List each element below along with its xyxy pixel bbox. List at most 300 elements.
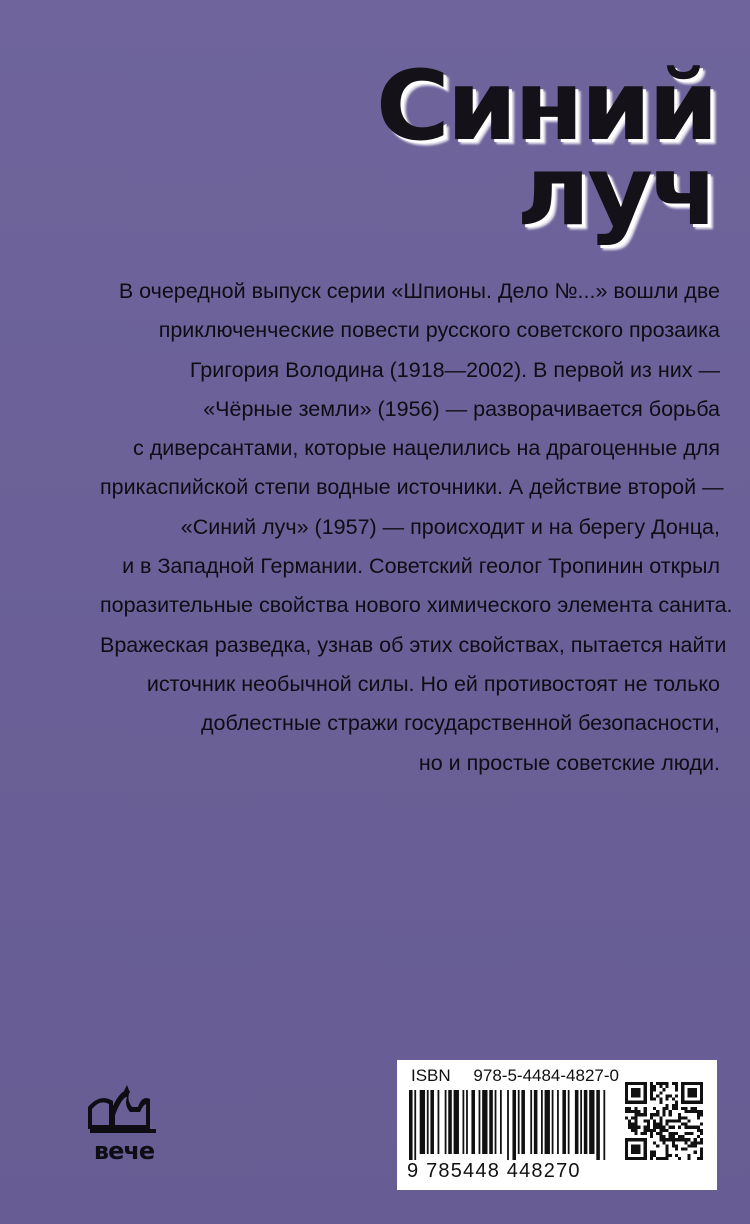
qr-module xyxy=(631,1123,634,1126)
qr-module xyxy=(675,1138,678,1141)
barcode-bar xyxy=(541,1090,543,1154)
qr-module xyxy=(637,1082,640,1085)
barcode-bar xyxy=(427,1090,429,1154)
barcode-bar xyxy=(530,1090,532,1154)
qr-module xyxy=(700,1094,703,1097)
barcode-bar xyxy=(534,1090,538,1154)
qr-module xyxy=(681,1148,684,1151)
publisher-logo xyxy=(80,1085,170,1165)
qr-module xyxy=(628,1107,631,1110)
qr-module xyxy=(653,1098,656,1101)
barcode-bar xyxy=(507,1090,509,1160)
barcode-bar xyxy=(414,1090,416,1160)
qr-module xyxy=(656,1144,659,1147)
qr-module xyxy=(644,1082,647,1085)
qr-module xyxy=(659,1132,662,1135)
qr-module xyxy=(644,1091,647,1094)
qr-module xyxy=(691,1088,694,1091)
annotation-line: В очередной выпуск серии «Шпионы. Дело №...» вошли две xyxy=(118,279,720,303)
qr-module xyxy=(650,1098,653,1101)
qr-module xyxy=(659,1082,662,1085)
qr-module xyxy=(659,1101,662,1104)
qr-module xyxy=(691,1082,694,1085)
qr-module xyxy=(644,1088,647,1091)
qr-module xyxy=(697,1157,700,1160)
barcode-bar xyxy=(512,1090,516,1160)
qr-module xyxy=(653,1119,656,1122)
qr-module xyxy=(637,1088,640,1091)
qr-module xyxy=(700,1085,703,1088)
qr-module xyxy=(666,1154,669,1157)
annotation-line: с диверсантами, которые нацелились на драгоценные для xyxy=(133,436,720,461)
qr-module xyxy=(644,1154,647,1157)
qr-module xyxy=(625,1094,628,1097)
qr-module xyxy=(628,1101,631,1104)
qr-module xyxy=(691,1126,694,1129)
barcode-bar xyxy=(603,1090,605,1160)
qr-module xyxy=(672,1082,675,1085)
qr-module xyxy=(684,1082,687,1085)
qr-module xyxy=(678,1135,681,1138)
qr-module xyxy=(634,1126,637,1129)
qr-module xyxy=(653,1123,656,1126)
qr-module xyxy=(653,1126,656,1129)
barcode-bar xyxy=(466,1090,468,1154)
qr-module xyxy=(666,1144,669,1147)
qr-module xyxy=(659,1098,662,1101)
qr-module xyxy=(656,1132,659,1135)
qr-module xyxy=(700,1132,703,1135)
qr-code-icon xyxy=(625,1082,703,1160)
qr-module xyxy=(637,1148,640,1151)
qr-module xyxy=(644,1144,647,1147)
qr-module xyxy=(628,1126,631,1129)
annotation-line: «Синий луч» (1957) — происходит и на берегу Донца, xyxy=(180,514,720,539)
annotation-line: Григория Володина (1918—2002). В первой из них — xyxy=(189,357,720,382)
qr-module xyxy=(694,1101,697,1104)
barcode-bar xyxy=(430,1090,434,1154)
qr-module xyxy=(672,1144,675,1147)
qr-module xyxy=(634,1151,637,1154)
barcode-bar xyxy=(518,1090,520,1154)
barcode-bar xyxy=(580,1090,582,1154)
qr-module xyxy=(675,1082,678,1085)
qr-module xyxy=(700,1113,703,1116)
qr-module xyxy=(687,1094,690,1097)
qr-module xyxy=(644,1119,647,1122)
qr-module xyxy=(675,1101,678,1104)
barcode-bar xyxy=(562,1090,566,1154)
qr-module xyxy=(631,1088,634,1091)
qr-module xyxy=(650,1157,653,1160)
qr-module xyxy=(687,1132,690,1135)
qr-module xyxy=(675,1107,678,1110)
qr-module xyxy=(634,1107,637,1110)
qr-module xyxy=(634,1132,637,1135)
qr-module xyxy=(662,1157,665,1160)
qr-module xyxy=(631,1110,634,1113)
qr-module xyxy=(631,1101,634,1104)
isbn-prefix: ISBN xyxy=(411,1066,451,1085)
qr-module xyxy=(681,1094,684,1097)
qr-module xyxy=(662,1126,665,1129)
barcode-bar xyxy=(521,1090,525,1154)
qr-module xyxy=(653,1113,656,1116)
barcode-bar xyxy=(445,1090,447,1154)
qr-module xyxy=(678,1119,681,1122)
qr-module xyxy=(694,1088,697,1091)
qr-module xyxy=(634,1138,637,1141)
cover-title-line-1: Синий xyxy=(376,50,716,162)
qr-module xyxy=(634,1119,637,1122)
qr-module xyxy=(697,1126,700,1129)
qr-module xyxy=(631,1151,634,1154)
qr-module xyxy=(650,1088,653,1091)
qr-module xyxy=(700,1123,703,1126)
qr-module xyxy=(644,1157,647,1160)
qr-module xyxy=(697,1116,700,1119)
qr-module xyxy=(637,1144,640,1147)
qr-module xyxy=(637,1157,640,1160)
qr-module xyxy=(656,1126,659,1129)
qr-module xyxy=(650,1132,653,1135)
qr-module xyxy=(662,1129,665,1132)
qr-module xyxy=(684,1141,687,1144)
qr-module xyxy=(647,1123,650,1126)
qr-module xyxy=(675,1154,678,1157)
qr-module xyxy=(634,1082,637,1085)
barcode-bar xyxy=(589,1090,594,1154)
qr-module xyxy=(634,1144,637,1147)
qr-module xyxy=(700,1157,703,1160)
qr-module xyxy=(694,1094,697,1097)
qr-module xyxy=(669,1138,672,1141)
qr-module xyxy=(672,1098,675,1101)
qr-module xyxy=(625,1154,628,1157)
qr-module xyxy=(650,1129,653,1132)
qr-module xyxy=(656,1094,659,1097)
annotation-line: приключенческие повести русского советского прозаика xyxy=(158,318,720,343)
qr-module xyxy=(625,1138,628,1141)
qr-module xyxy=(625,1148,628,1151)
qr-module xyxy=(644,1126,647,1129)
qr-module xyxy=(666,1107,669,1110)
qr-module xyxy=(678,1157,681,1160)
qr-module xyxy=(687,1091,690,1094)
qr-module xyxy=(650,1082,653,1085)
qr-module xyxy=(687,1126,690,1129)
barcode-bar xyxy=(500,1090,502,1154)
qr-module xyxy=(628,1082,631,1085)
qr-module xyxy=(691,1132,694,1135)
qr-module xyxy=(684,1110,687,1113)
qr-module xyxy=(700,1088,703,1091)
qr-module xyxy=(672,1138,675,1141)
qr-module xyxy=(659,1123,662,1126)
qr-module xyxy=(625,1157,628,1160)
qr-module xyxy=(653,1129,656,1132)
qr-module xyxy=(675,1132,678,1135)
qr-module xyxy=(666,1119,669,1122)
qr-module xyxy=(684,1101,687,1104)
barcode-bar xyxy=(409,1090,413,1160)
qr-module xyxy=(637,1151,640,1154)
qr-module xyxy=(675,1119,678,1122)
barcode-bar xyxy=(420,1090,425,1154)
book-annotation xyxy=(100,272,733,783)
qr-module xyxy=(634,1110,637,1113)
isbn-number: 978-5-4484-4827-0 xyxy=(473,1066,619,1085)
qr-module xyxy=(672,1119,675,1122)
qr-module xyxy=(631,1144,634,1147)
qr-module xyxy=(691,1110,694,1113)
qr-module xyxy=(662,1135,665,1138)
qr-module xyxy=(644,1094,647,1097)
barcode-bar xyxy=(454,1090,459,1154)
qr-module xyxy=(672,1107,675,1110)
qr-module xyxy=(669,1119,672,1122)
qr-module xyxy=(684,1126,687,1129)
barcode-bar xyxy=(438,1090,440,1154)
qr-module xyxy=(672,1104,675,1107)
qr-module xyxy=(625,1082,628,1085)
qr-module xyxy=(666,1151,669,1154)
cover-title-line-2: луч xyxy=(516,135,716,247)
qr-module xyxy=(644,1132,647,1135)
qr-module xyxy=(634,1101,637,1104)
barcode-bar xyxy=(568,1090,570,1154)
qr-module xyxy=(672,1135,675,1138)
qr-module xyxy=(669,1154,672,1157)
qr-module xyxy=(625,1141,628,1144)
qr-module xyxy=(659,1129,662,1132)
qr-module xyxy=(678,1126,681,1129)
qr-module xyxy=(666,1094,669,1097)
qr-module xyxy=(644,1129,647,1132)
qr-module xyxy=(697,1141,700,1144)
annotation-line: «Чёрные земли» (1956) — разворачивается борьба xyxy=(203,396,720,421)
qr-module xyxy=(694,1141,697,1144)
qr-module xyxy=(681,1088,684,1091)
qr-module xyxy=(634,1129,637,1132)
qr-module xyxy=(625,1151,628,1154)
qr-module xyxy=(659,1157,662,1160)
qr-module xyxy=(644,1151,647,1154)
barcode-bar xyxy=(596,1090,600,1160)
qr-module xyxy=(628,1119,631,1122)
qr-module xyxy=(700,1141,703,1144)
qr-module xyxy=(634,1113,637,1116)
qr-module xyxy=(656,1123,659,1126)
qr-module xyxy=(644,1113,647,1116)
qr-module xyxy=(656,1157,659,1160)
qr-module xyxy=(681,1085,684,1088)
annotation-line: доблестные стражи государственной безопасности, xyxy=(201,711,720,736)
qr-module xyxy=(637,1091,640,1094)
qr-module xyxy=(694,1138,697,1141)
qr-module xyxy=(700,1110,703,1113)
qr-module xyxy=(628,1138,631,1141)
qr-module xyxy=(666,1157,669,1160)
barcode-bar xyxy=(575,1090,579,1154)
qr-module xyxy=(681,1098,684,1101)
qr-module xyxy=(697,1135,700,1138)
qr-module xyxy=(659,1126,662,1129)
qr-module xyxy=(647,1129,650,1132)
qr-module xyxy=(662,1138,665,1141)
qr-module xyxy=(641,1138,644,1141)
barcode-bar xyxy=(584,1090,588,1154)
qr-module xyxy=(650,1113,653,1116)
qr-module xyxy=(691,1091,694,1094)
qr-module xyxy=(650,1135,653,1138)
annotation-line: но и простые советские люди. xyxy=(418,750,720,775)
barcode-digits: 9 785448 448270 xyxy=(407,1160,581,1182)
qr-module xyxy=(662,1107,665,1110)
qr-module xyxy=(659,1138,662,1141)
qr-module xyxy=(700,1148,703,1151)
qr-module xyxy=(675,1144,678,1147)
qr-module xyxy=(631,1094,634,1097)
qr-module xyxy=(644,1138,647,1141)
qr-module xyxy=(631,1082,634,1085)
qr-module xyxy=(656,1113,659,1116)
qr-module xyxy=(700,1129,703,1132)
kremlin-tower-icon xyxy=(88,1085,156,1133)
qr-module xyxy=(641,1101,644,1104)
qr-module xyxy=(641,1157,644,1160)
qr-module xyxy=(637,1110,640,1113)
qr-module xyxy=(650,1151,653,1154)
qr-module xyxy=(659,1116,662,1119)
qr-module xyxy=(650,1154,653,1157)
qr-module xyxy=(641,1082,644,1085)
qr-module xyxy=(653,1154,656,1157)
qr-module xyxy=(634,1088,637,1091)
qr-module xyxy=(684,1138,687,1141)
qr-module xyxy=(628,1123,631,1126)
qr-module xyxy=(687,1138,690,1141)
isbn-panel xyxy=(397,1060,717,1190)
qr-module xyxy=(634,1094,637,1097)
qr-module xyxy=(684,1116,687,1119)
qr-module xyxy=(669,1113,672,1116)
qr-module xyxy=(631,1148,634,1151)
qr-module xyxy=(644,1110,647,1113)
annotation-line: и в Западной Германии. Советский геолог Тропинин открыл xyxy=(122,554,720,579)
qr-module xyxy=(687,1154,690,1157)
qr-module xyxy=(637,1113,640,1116)
qr-module xyxy=(678,1116,681,1119)
qr-module xyxy=(672,1132,675,1135)
qr-module xyxy=(666,1085,669,1088)
qr-module xyxy=(631,1129,634,1132)
qr-module xyxy=(641,1113,644,1116)
qr-module xyxy=(644,1148,647,1151)
qr-module xyxy=(697,1129,700,1132)
qr-module xyxy=(644,1098,647,1101)
qr-module xyxy=(647,1119,650,1122)
qr-module xyxy=(662,1082,665,1085)
qr-module xyxy=(697,1110,700,1113)
qr-module xyxy=(681,1101,684,1104)
qr-module xyxy=(628,1110,631,1113)
qr-module xyxy=(681,1091,684,1094)
qr-module xyxy=(681,1116,684,1119)
qr-module xyxy=(700,1151,703,1154)
qr-module xyxy=(637,1126,640,1129)
qr-module xyxy=(687,1144,690,1147)
qr-module xyxy=(687,1110,690,1113)
qr-module xyxy=(672,1126,675,1129)
barcode-bar xyxy=(463,1090,465,1154)
qr-module xyxy=(681,1123,684,1126)
qr-module xyxy=(694,1107,697,1110)
qr-module xyxy=(637,1138,640,1141)
qr-module xyxy=(653,1085,656,1088)
qr-module xyxy=(631,1138,634,1141)
qr-module xyxy=(631,1157,634,1160)
qr-module xyxy=(625,1116,628,1119)
qr-module xyxy=(637,1094,640,1097)
qr-module xyxy=(672,1141,675,1144)
qr-module xyxy=(625,1088,628,1091)
qr-module xyxy=(675,1085,678,1088)
qr-module xyxy=(653,1107,656,1110)
qr-module xyxy=(687,1082,690,1085)
qr-module xyxy=(666,1082,669,1085)
qr-module xyxy=(700,1098,703,1101)
isbn-label xyxy=(411,1066,619,1086)
qr-module xyxy=(650,1094,653,1097)
qr-module xyxy=(697,1113,700,1116)
annotation-line: источник необычной силы. Но ей противостоят не только xyxy=(146,671,720,696)
barcode-bar xyxy=(489,1090,493,1154)
qr-module xyxy=(662,1110,665,1113)
qr-module xyxy=(666,1129,669,1132)
qr-module xyxy=(691,1094,694,1097)
qr-module xyxy=(666,1148,669,1151)
qr-module xyxy=(691,1107,694,1110)
qr-module xyxy=(653,1141,656,1144)
qr-module xyxy=(634,1157,637,1160)
qr-module xyxy=(641,1132,644,1135)
qr-module xyxy=(628,1157,631,1160)
barcode-bar xyxy=(482,1090,487,1154)
qr-module xyxy=(697,1101,700,1104)
barcode-bar xyxy=(495,1090,497,1154)
qr-module xyxy=(647,1126,650,1129)
qr-module xyxy=(634,1148,637,1151)
qr-module xyxy=(653,1151,656,1154)
qr-module xyxy=(675,1104,678,1107)
qr-module xyxy=(681,1082,684,1085)
annotation-line: Вражеская разведка, узнав об этих свойствах, пытается найти xyxy=(100,632,727,657)
qr-module xyxy=(700,1154,703,1157)
qr-module xyxy=(687,1101,690,1104)
qr-module xyxy=(631,1091,634,1094)
qr-module xyxy=(662,1088,665,1091)
qr-module xyxy=(678,1113,681,1116)
qr-module xyxy=(684,1148,687,1151)
qr-module xyxy=(694,1151,697,1154)
qr-module xyxy=(666,1138,669,1141)
qr-module xyxy=(700,1101,703,1104)
qr-module xyxy=(700,1082,703,1085)
barcode-bar xyxy=(448,1090,452,1154)
qr-module xyxy=(681,1135,684,1138)
qr-module xyxy=(625,1091,628,1094)
